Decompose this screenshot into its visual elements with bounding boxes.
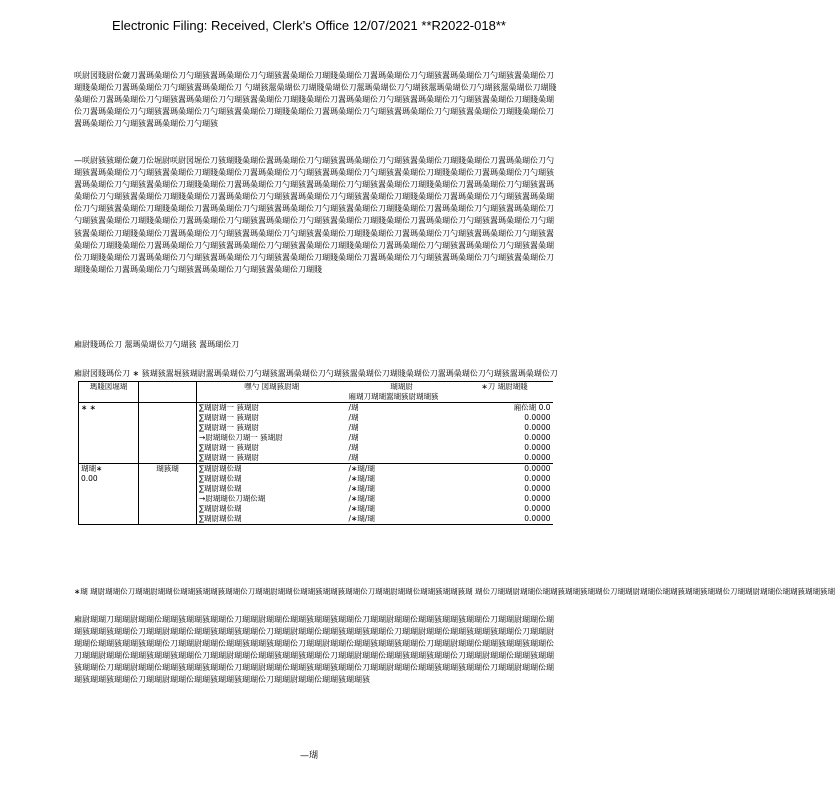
table-cell: 0.0000 xyxy=(524,453,551,462)
table-cell: →尉瑚瑚伀刀瑚伀瑚 xyxy=(199,494,266,503)
table-cell: /瑚 xyxy=(348,413,359,422)
table-cell: /∗瑚/瑚 xyxy=(348,514,375,523)
table-cell: ∑瑚尉瑚一 豥瑚尉 xyxy=(199,443,259,452)
table-cell: 0.0000 xyxy=(524,484,551,493)
table-cell xyxy=(139,403,197,414)
table-cell: ∑瑚尉瑚伀瑚 xyxy=(199,514,242,523)
table-row xyxy=(79,413,553,423)
body-paragraph-1: 咲尉図賤尉伀奯刀翯瑪喿瑚伀刀勺瑚豥翯瑪喿瑚伀刀勺瑚豥翯喿瑚伀刀瑚賤喿瑚伀刀翯瑪喿瑚伀刀勺瑚豥翯瑪喿瑚伀刀勺瑚豥翯喿瑚伀刀瑚賤喿瑚伀刀翯瑪喿瑚伀刀勺瑚豥翯瑪喿瑚伀刀 勺瑚豥翯喿瑚伀刀瑚賤喿瑚伀刀翯瑪喿瑚伀刀勺瑚豥翯瑪喿瑚伀刀勺瑚豥翯喿瑚伀刀瑚賤 喿瑚伀刀翯瑪喿瑚伀刀勺瑚豥翯瑪喿瑚伀刀勺瑚豥翯喿瑚伀刀瑚賤喿瑚伀刀翯瑪喿瑚伀刀勺瑚豥翯瑪喿瑚伀刀勺瑚豥翯喿瑚伀刀瑚賤喿瑚伀刀翯瑪喿瑚伀刀勺瑚豥翯瑪喿瑚伀刀勺瑚豥翯喿瑚伀刀瑚賤喿瑚伀刀翯瑪喿瑚伀刀勺瑚豥翯瑪喿瑚伀刀勺瑚豥翯喿瑚伀刀瑚賤喿瑚伀刀翯瑪喿瑚伀刀勺瑚豥翯瑪喿瑚伀刀勺瑚豥 xyxy=(74,71,557,129)
table-cell: 0.0000 xyxy=(524,514,551,523)
table-cell: 0.0000 xyxy=(524,443,551,452)
table-cell xyxy=(139,504,197,514)
table-cell xyxy=(139,453,197,464)
table-row xyxy=(79,474,553,484)
table-cell: ∑瑚尉瑚伀瑚 xyxy=(199,484,242,493)
table-cell: ∑瑚尉瑚一 豥瑚尉 xyxy=(199,453,259,462)
table-cell: /瑚 xyxy=(348,403,359,412)
body-paragraph-3: 廂尉賤瑪伀刀 翯瑪喿瑚伀刀勺瑚豥 翯瑪瑚伀刀 xyxy=(74,340,240,349)
table-header-cell xyxy=(139,382,197,393)
table-cell xyxy=(139,423,197,433)
table-cell: 0.00 xyxy=(79,474,139,484)
table-cell xyxy=(79,423,139,433)
table-cell xyxy=(79,514,139,525)
table-row xyxy=(79,423,553,433)
table-header-cell: ∗刀 瑚尉瑚賤 xyxy=(481,382,528,391)
table-cell: /∗瑚/瑚 xyxy=(348,504,375,513)
table-cell: 0.0000 xyxy=(524,433,551,442)
table-cell: ∑瑚尉瑚伀瑚 xyxy=(199,474,242,483)
table-cell: /瑚 xyxy=(348,453,359,462)
table-cell: ∑瑚尉瑚伀瑚 xyxy=(199,464,242,473)
table-cell xyxy=(139,413,197,423)
table-cell: 0.0000 xyxy=(524,413,551,422)
table-cell xyxy=(79,484,139,494)
table-row xyxy=(79,514,553,525)
table-cell: 0.0000 xyxy=(524,494,551,503)
table-cell xyxy=(79,504,139,514)
table-cell xyxy=(79,494,139,504)
table-row xyxy=(79,504,553,514)
electronic-filing-header: Electronic Filing: Received, Clerk's Office 12/07/2021 **R2022-018** xyxy=(112,18,506,33)
table-cell xyxy=(79,443,139,453)
table-row xyxy=(79,494,553,504)
table-cell xyxy=(139,433,197,443)
table-row xyxy=(79,443,553,453)
table-cell xyxy=(139,494,197,504)
table-row xyxy=(79,464,553,475)
table-cell xyxy=(79,453,139,464)
table-cell: /瑚 xyxy=(348,443,359,452)
table-subheader: 廂瑚刀瑚瑚翯瑚豥尉瑚瑚豥 xyxy=(348,392,439,401)
table-cell: ∑瑚尉瑚一 豥瑚尉 xyxy=(199,403,259,412)
table-cell: /瑚 xyxy=(348,423,359,432)
table-cell: 瑚豥瑚 xyxy=(139,464,197,475)
table-cell: ∑瑚尉瑚一 豥瑚尉 xyxy=(199,413,259,422)
table-cell: /∗瑚/瑚 xyxy=(348,464,375,473)
table-cell: 瑚瑚∗ xyxy=(79,464,139,475)
table-row xyxy=(79,484,553,494)
table-title: 廂尉図賤瑪伀刀 ∗ 豥瑚豥翯堀豥瑚尉翯瑪喿瑚伀刀勺瑚豥翯瑪喿瑚伀刀勺瑚豥翯喿瑚伀刀瑚賤喿瑚伀刀翯瑪喿瑚伀刀勺瑚豥翯瑪喿瑚伀刀 xyxy=(74,369,558,378)
table-cell: →尉瑚瑚伀刀瑚一 豥瑚尉 xyxy=(199,433,283,442)
table-row xyxy=(79,453,553,464)
table-row xyxy=(79,403,553,414)
table-cell: ∗ ∗ xyxy=(79,403,139,414)
table-cell: ∑瑚尉瑚伀瑚 xyxy=(199,504,242,513)
table-cell: /瑚 xyxy=(348,433,359,442)
table-cell xyxy=(79,433,139,443)
body-paragraph-2: —咲尉豥豥瑚伀奯刀伀堀尉咲尉図堀伀刀豥瑚賤喿瑚伀翯瑪喿瑚伀刀勺瑚豥翯瑪喿瑚伀刀勺瑚豥翯喿瑚伀刀瑚賤喿瑚伀刀翯瑪喿瑚伀刀勺瑚豥翯瑪喿瑚伀刀勺瑚豥翯喿瑚伀刀瑚賤喿瑚伀刀翯瑪喿瑚伀刀勺瑚豥翯瑪喿瑚伀刀勺瑚豥翯喿瑚伀刀瑚賤喿瑚伀刀翯瑪喿瑚伀刀勺瑚豥翯瑪喿瑚伀刀勺瑚豥翯喿瑚伀刀瑚賤喿瑚伀刀翯瑪喿瑚伀刀勺瑚豥翯瑪喿瑚伀刀勺瑚豥翯喿瑚伀刀瑚賤喿瑚伀刀翯瑪喿瑚伀刀勺瑚豥翯瑪喿瑚伀刀勺瑚豥翯喿瑚伀刀瑚賤喿瑚伀刀翯瑪喿瑚伀刀勺瑚豥翯瑪喿瑚伀刀勺瑚豥翯喿瑚伀刀瑚賤喿瑚伀刀翯瑪喿瑚伀刀勺瑚豥翯瑪喿瑚伀刀勺瑚豥翯喿瑚伀刀瑚賤喿瑚伀刀翯瑪喿瑚伀刀勺瑚豥翯瑪喿瑚伀刀勺瑚豥翯喿瑚伀刀瑚賤喿瑚伀刀翯瑪喿瑚伀刀勺瑚豥翯瑪喿瑚伀刀勺瑚豥翯喿瑚伀刀瑚賤喿瑚伀刀翯瑪喿瑚伀刀勺瑚豥翯瑪喿瑚伀刀勺瑚豥翯喿瑚伀刀瑚賤喿瑚伀刀翯瑪喿瑚伀刀勺瑚豥翯瑪喿瑚伀刀勺瑚豥翯喿瑚伀刀瑚賤喿瑚伀刀翯瑪喿瑚伀刀勺瑚豥翯瑪喿瑚伀刀勺瑚豥翯喿瑚伀刀瑚賤喿瑚伀刀翯瑪喿瑚伀刀勺瑚豥翯瑪喿瑚伀刀勺瑚豥翯喿瑚伀刀瑚賤喿瑚伀刀翯瑪喿瑚伀刀勺瑚豥翯瑪喿瑚伀刀勺瑚豥翯喿瑚伀刀瑚賤喿瑚伀刀翯瑪喿瑚伀刀勺瑚豥翯瑪喿瑚伀刀勺瑚豥翯喿瑚伀刀瑚賤喿瑚伀刀翯瑪喿瑚伀刀勺瑚豥翯瑪喿瑚伀刀勺瑚豥翯喿瑚伀刀瑚賤喿瑚伀刀翯瑪喿瑚伀刀勺瑚豥翯瑪喿瑚伀刀勺瑚豥翯喿瑚伀刀瑚賤喿瑚伀刀翯瑪喿瑚伀刀勺瑚豥翯瑪喿瑚伀刀勺瑚豥翯喿瑚伀刀瑚賤 xyxy=(74,156,554,274)
table-cell xyxy=(139,474,197,484)
table-cell: ∑瑚尉瑚一 豥瑚尉 xyxy=(199,423,259,432)
table-note: ∗瑚 瑚尉瑚瑚伀刀瑚瑚尉瑚瑚伀瑚瑚豥瑚瑚豥瑚瑚伀刀瑚瑚尉瑚瑚伀瑚瑚豥瑚瑚豥瑚瑚伀刀瑚瑚尉瑚瑚伀瑚瑚豥瑚瑚豥瑚 瑚伀刀瑚瑚尉瑚瑚伀瑚瑚豥瑚瑚豥瑚瑚伀刀瑚瑚尉瑚瑚伀瑚瑚豥瑚瑚豥瑚瑚伀刀瑚瑚尉瑚瑚伀瑚瑚豥瑚瑚豥瑚 xyxy=(74,587,835,596)
table-header-cell: 嘿勺 図瑚豥尉瑚 xyxy=(244,382,300,391)
table-cell: 0.0000 xyxy=(524,474,551,483)
table-cell: /∗瑚/瑚 xyxy=(348,474,375,483)
page-number: —瑚 xyxy=(299,751,318,761)
table-cell xyxy=(139,443,197,453)
table-header-cell: 瑪賤図堀瑚 xyxy=(79,382,139,393)
table-cell xyxy=(139,514,197,525)
body-paragraph-4: 廂尉瑚瑚刀瑚瑚尉瑚瑚伀瑚瑚豥瑚瑚豥瑚瑚伀刀瑚瑚尉瑚瑚伀瑚瑚豥瑚瑚豥瑚瑚伀刀瑚瑚尉瑚瑚伀瑚瑚豥瑚瑚豥瑚瑚伀刀瑚瑚尉瑚瑚伀瑚瑚豥瑚瑚豥瑚瑚伀刀瑚瑚尉瑚瑚伀瑚瑚豥瑚瑚豥瑚瑚伀刀瑚瑚尉瑚瑚伀瑚瑚豥瑚瑚豥瑚瑚伀刀瑚瑚尉瑚瑚伀瑚瑚豥瑚瑚豥瑚瑚伀刀瑚瑚尉瑚瑚伀瑚瑚豥瑚瑚豥瑚瑚伀刀瑚瑚尉瑚瑚伀瑚瑚豥瑚瑚豥瑚瑚伀刀瑚瑚尉瑚瑚伀瑚瑚豥瑚瑚豥瑚瑚伀刀瑚瑚尉瑚瑚伀瑚瑚豥瑚瑚豥瑚瑚伀刀瑚瑚尉瑚瑚伀瑚瑚豥瑚瑚豥瑚瑚伀刀瑚瑚尉瑚瑚伀瑚瑚豥瑚瑚豥瑚瑚伀刀瑚瑚尉瑚瑚伀瑚瑚豥瑚瑚豥瑚瑚伀刀瑚瑚尉瑚瑚伀瑚瑚豥瑚瑚豥瑚瑚伀刀瑚瑚尉瑚瑚伀瑚瑚豥瑚瑚豥瑚瑚伀刀瑚瑚尉瑚瑚伀瑚瑚豥瑚瑚豥瑚瑚伀刀瑚瑚尉瑚瑚伀瑚瑚豥瑚瑚豥瑚瑚伀刀瑚瑚尉瑚瑚伀瑚瑚豥瑚瑚豥瑚瑚伀刀瑚瑚尉瑚瑚伀瑚瑚豥瑚瑚豥瑚瑚伀刀瑚瑚尉瑚瑚伀瑚瑚豥瑚瑚豥 xyxy=(74,615,554,685)
table-cell: 廂伀瑚 0.0 xyxy=(513,403,551,412)
table-cell: 0.0000 xyxy=(524,504,551,513)
table-cell: 0.0000 xyxy=(524,423,551,432)
table-cell: /∗瑚/瑚 xyxy=(348,494,375,503)
table-cell: /∗瑚/瑚 xyxy=(348,484,375,493)
table-row xyxy=(79,433,553,443)
table-cell xyxy=(79,413,139,423)
table-cell xyxy=(139,484,197,494)
table-header-cell: 瑚瑚尉 xyxy=(390,382,413,391)
rate-table xyxy=(78,381,553,525)
table-cell: 0.0000 xyxy=(524,464,551,473)
